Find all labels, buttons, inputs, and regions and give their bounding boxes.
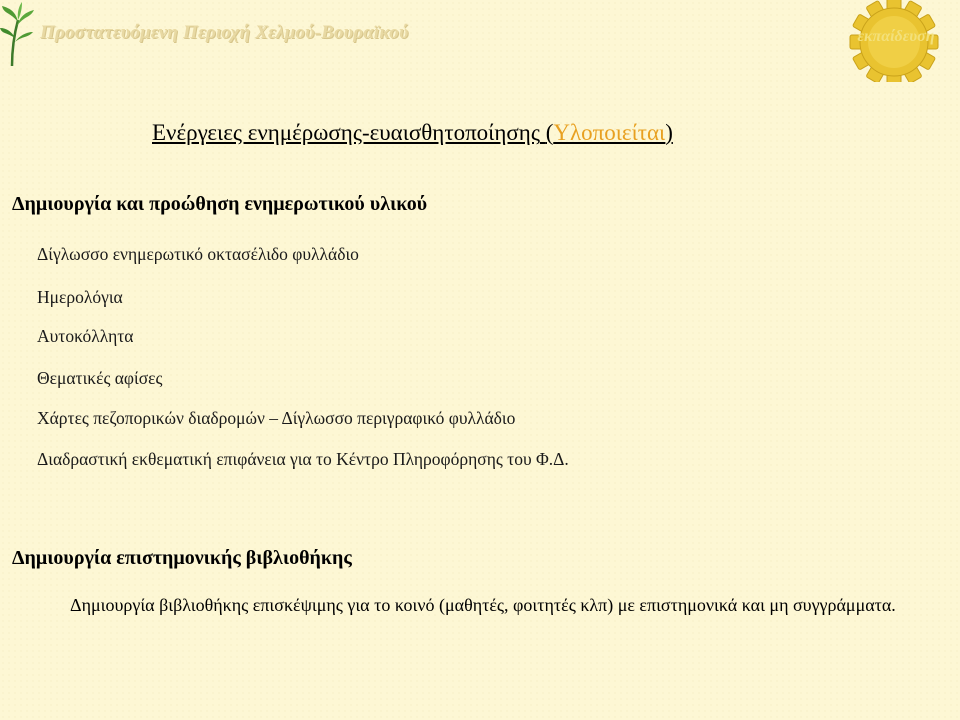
page-title xyxy=(152,120,673,146)
plant-logo-icon xyxy=(0,0,36,68)
list-item: Αυτοκόλλητα xyxy=(37,326,134,346)
list-item: Χάρτες πεζοπορικών διαδρομών – Δίγλωσσο περιγραφικό φυλλάδιο xyxy=(37,408,516,428)
list-item: Διαδραστική εκθεματική επιφάνεια για το Κέντρο Πληροφόρησης του Φ.Δ. xyxy=(37,449,569,469)
materials-heading: Δημιουργία και προώθηση ενημερωτικού υλικού xyxy=(12,193,428,215)
section-heading-text: Ενέργειες ενημέρωσης-ευαισθητοποίησης xyxy=(152,120,540,145)
list-item: Δίγλωσσο ενημερωτικό οκτασέλιδο φυλλάδιο xyxy=(37,244,359,264)
library-heading: Δημιουργία επιστημονικής βιβλιοθήκης xyxy=(12,547,352,569)
list-item: Θεματικές αφίσες xyxy=(37,368,163,388)
header-title: Προστατευόμενη Περιοχή Χελμού-Βουραϊκού xyxy=(40,22,409,43)
library-description: Δημιουργία βιβλιοθήκης επισκέψιμης για το κοινό (μαθητές, φοιτητές κλπ) με επιστημονικά και μη συγγράμματα. xyxy=(70,595,896,615)
list-item: Ημερολόγια xyxy=(37,287,123,307)
status-badge: Υλοποιείται xyxy=(553,120,666,145)
status-close-paren: ) xyxy=(665,120,673,145)
gear-badge-label: εκπαίδευση xyxy=(857,28,935,45)
status-open-paren: ( xyxy=(545,120,554,145)
